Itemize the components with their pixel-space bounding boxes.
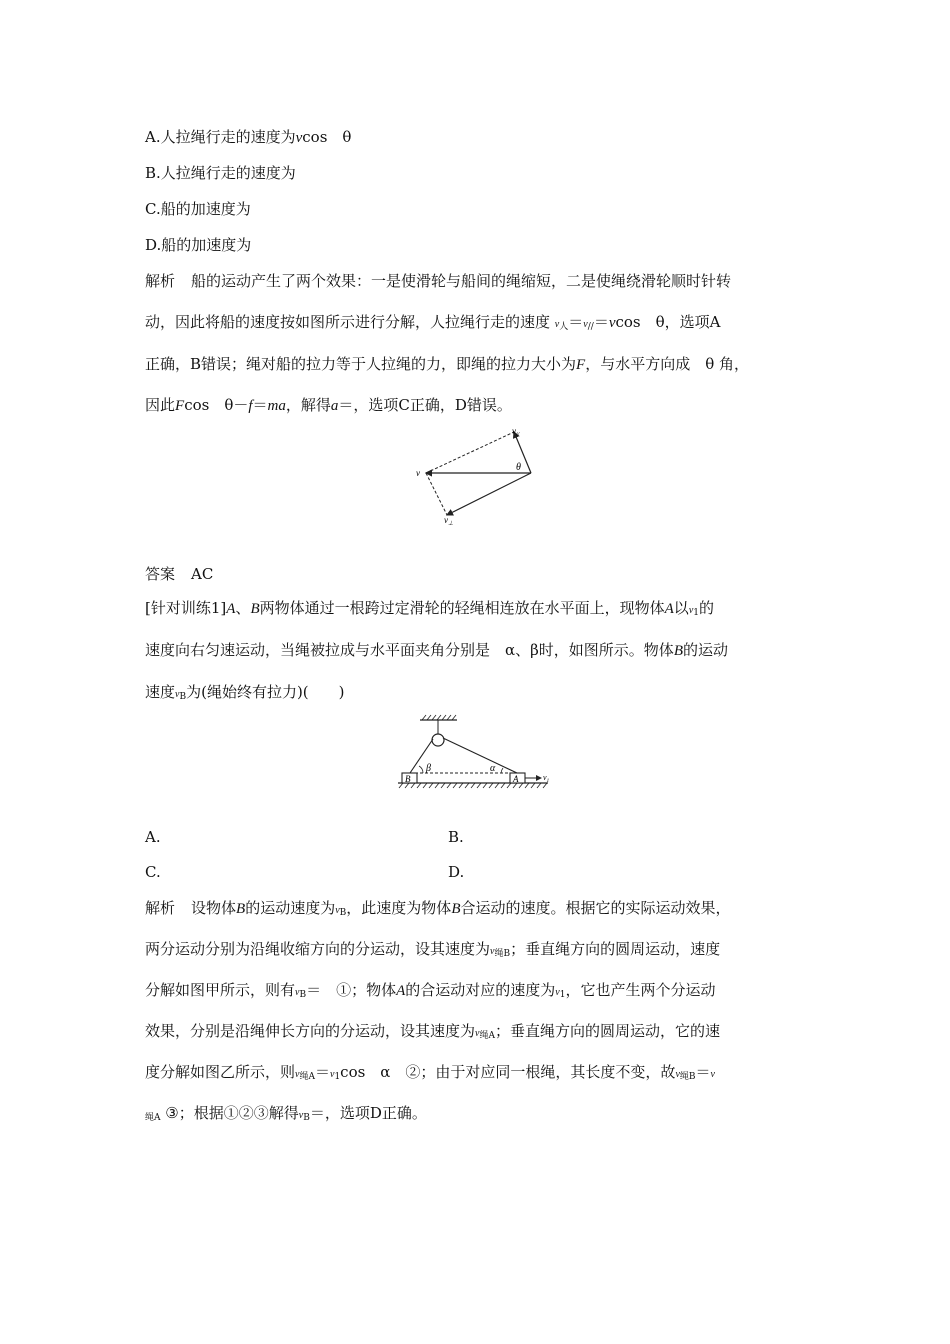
v-person-sub: 人 — [559, 322, 569, 332]
analysis1-line1 — [145, 271, 731, 291]
analysis1-text2a: 动，因此将船的速度按如图所示进行分解，人拉绳行走的速度 — [145, 313, 551, 331]
a2-s1d: 合运动的速度。根据它的实际运动效果， — [460, 899, 731, 917]
a2-s5b: ＝ — [314, 1063, 330, 1081]
a2-s1-B2: B — [451, 901, 461, 917]
q2-text3b: 为(绳始终有拉力)( ) — [186, 683, 345, 701]
analysis1-line2 — [145, 312, 721, 337]
option-a — [145, 127, 351, 148]
q2-B2: B — [673, 643, 683, 659]
analysis1-line4 — [145, 395, 512, 416]
a2-s2a: 两分运动分别为沿绳收缩方向的分运动，设其速度为 — [145, 940, 491, 958]
a2-s6-vB: v — [298, 1110, 304, 1121]
q2-option-b: B. — [448, 828, 464, 846]
block-B-label: B — [405, 774, 411, 784]
a2-s4-v: v — [475, 1028, 480, 1039]
analysis1-text1: 船的运动产生了两个效果：一是使滑轮与船间的绳缩短，二是使绳绕滑轮顺时针转 — [191, 272, 732, 290]
angle-alpha-arc — [501, 768, 503, 773]
v-par: v — [583, 319, 588, 330]
rope-A — [443, 738, 517, 773]
a2-s6a: ③；根据①②③解得 — [165, 1104, 299, 1122]
q2-line3 — [145, 682, 345, 707]
analysis-label: 解析 — [145, 272, 176, 290]
answer-label: 答案 — [145, 565, 176, 583]
option-b: B.人拉绳行走的速度为 — [145, 164, 296, 182]
a2-s6-vB-sub: B — [303, 1113, 310, 1123]
v1-label: $v_1$ — [543, 773, 550, 784]
a2-s6-sub: 绳A — [145, 1113, 161, 1123]
force-F2: F — [175, 398, 185, 414]
a2-s4a: 效果，分别是沿绳伸长方向的分运动，设其速度为 — [145, 1022, 476, 1040]
a2-s3-v1-sub: 1 — [559, 990, 566, 1000]
option-d: D.船的加速度为 — [145, 236, 252, 254]
q2-text2a: 速度向右匀速运动，当绳被拉成与水平面夹角分别是 α、β时，如图所示。物体 — [145, 641, 674, 659]
q2-text1b: 两物体通过一根跨过定滑轮的轻绳相连放在水平面上，现物体 — [259, 599, 665, 617]
a2-s1-vB-sub: B — [339, 908, 347, 918]
a2-s3-v-sub: B — [299, 990, 307, 1000]
q2-B: B — [250, 601, 260, 617]
eq1: ＝ — [568, 313, 584, 331]
a2-s3b: ＝ ①；物体 — [306, 981, 397, 999]
analysis1-text4b: cos θ－ — [184, 396, 249, 414]
analysis2-line1 — [145, 898, 731, 923]
q2-text1d: 的 — [699, 599, 715, 617]
q2-text2b: 的运动 — [682, 641, 728, 659]
a2-s1b: 的运动速度为 — [245, 899, 336, 917]
a2-s3-v: v — [295, 987, 300, 998]
q2-A2: A — [664, 601, 674, 617]
v-person: v — [554, 319, 560, 330]
a2-s3d: ，它也产生两个分运动 — [565, 981, 716, 999]
fig1-label-theta: θ — [516, 462, 521, 473]
a2-s5-vB-sub: 绳B — [679, 1072, 696, 1082]
v-cos: v — [608, 315, 616, 331]
a2-s5-vB: v — [675, 1069, 680, 1080]
q2-text1c: 以 — [673, 599, 689, 617]
a2-s1-B: B — [236, 901, 246, 917]
a2-s5-v1-sub: 1 — [334, 1072, 341, 1082]
a2-s1a: 设物体 — [191, 899, 237, 917]
option-a-tail: cos θ — [302, 128, 352, 146]
fig1-label-vperp: $v_\perp$ — [444, 515, 454, 527]
q2-option-d: D. — [448, 863, 465, 881]
a2-s1-vB: v — [335, 905, 340, 916]
a2-s3c: 的合运动对应的速度为 — [405, 981, 556, 999]
q2-text3a: 速度 — [145, 683, 176, 701]
q2-option-a: A. — [145, 828, 161, 846]
a2-s3-v1: v — [555, 987, 560, 998]
a2-s5d: ＝ — [695, 1063, 711, 1081]
v-par-sub: // — [587, 322, 594, 332]
analysis2-line2 — [145, 939, 720, 964]
analysis2-line6 — [145, 1103, 427, 1128]
fig1-label-vpar: $v_{//}$ — [512, 426, 520, 438]
a2-s2-v-sub: 绳B — [494, 949, 511, 959]
a2-s5c: cos α ②；由于对应同一根绳，其长度不变，故 — [340, 1063, 676, 1081]
q2-A: A — [226, 601, 236, 617]
q2-v1: v — [688, 605, 694, 616]
ground-hatch — [399, 783, 547, 788]
analysis2-line3 — [145, 980, 716, 1005]
a2-s5-v-sub: 绳A — [299, 1072, 315, 1082]
angle-beta-arc — [419, 766, 423, 773]
answer-line — [145, 564, 213, 584]
analysis2-line5 — [145, 1062, 715, 1087]
analysis1-text4a: 因此 — [145, 396, 176, 414]
a2-s5a: 度分解如图乙所示，则 — [145, 1063, 296, 1081]
analysis2-label: 解析 — [145, 899, 176, 917]
a2-s1c: ，此速度为物体 — [346, 899, 452, 917]
analysis2-line4 — [145, 1021, 720, 1046]
analysis1-text4e: ＝，选项C正确，D错误。 — [338, 396, 512, 414]
a2-s5-v: v — [295, 1069, 300, 1080]
force-F: F — [576, 357, 586, 373]
a2-s5-vA: v — [710, 1069, 715, 1080]
angle-alpha-label: α — [490, 763, 496, 774]
a2-s3a: 分解如图甲所示，则有 — [145, 981, 296, 999]
option-a-text: A.人拉绳行走的速度为 — [145, 128, 296, 146]
analysis1-text4c: ＝ — [252, 396, 268, 414]
answer-value: AC — [191, 565, 214, 583]
q2-vB-sub: B — [179, 692, 187, 702]
v-perp-vector — [447, 473, 531, 515]
angle-beta-label: β — [426, 763, 431, 774]
ceiling-hatch — [422, 715, 456, 720]
option-a-math: v — [295, 130, 303, 146]
analysis1-text3b: ，与水平方向成 θ 角， — [585, 355, 750, 373]
q2-vB: v — [175, 689, 180, 700]
friction-f: f — [248, 398, 253, 414]
dashed-bottom — [426, 473, 447, 515]
a2-s5-v1: v — [329, 1069, 335, 1080]
pulley — [432, 734, 444, 746]
analysis1-text4d: ，解得 — [285, 396, 331, 414]
a2-s6b: ＝，选项D正确。 — [309, 1104, 427, 1122]
pulley-diagram — [393, 712, 558, 792]
velocity-decomposition-diagram — [410, 422, 545, 532]
a2-s2b: ；垂直绳方向的圆周运动，速度 — [510, 940, 721, 958]
a2-s4-v-sub: 绳A — [479, 1031, 495, 1041]
option-c: C.船的加速度为 — [145, 200, 251, 218]
q2-option-c: C. — [145, 863, 161, 881]
accel-a: a — [330, 398, 339, 414]
ma: ma — [267, 398, 286, 414]
q2-v1-sub: 1 — [693, 608, 699, 618]
analysis1-line3 — [145, 354, 749, 375]
eq2: ＝ — [593, 313, 609, 331]
q2-line2 — [145, 640, 728, 661]
block-A-label: A — [513, 774, 519, 784]
fig1-label-v: v — [416, 468, 420, 478]
analysis1-text3a: 正确，B错误；绳对船的拉力等于人拉绳的力，即绳的拉力大小为 — [145, 355, 577, 373]
q2-tag: [针对训练1] — [145, 599, 227, 617]
q2-line1 — [145, 598, 714, 623]
dashed-top — [426, 432, 514, 473]
q2-sep: 、 — [235, 599, 251, 617]
analysis1-text2b: cos θ，选项A — [615, 313, 721, 331]
a2-s2-v: v — [490, 946, 495, 957]
a2-s3-A: A — [396, 983, 406, 999]
a2-s4b: ；垂直绳方向的圆周运动，它的速 — [494, 1022, 720, 1040]
